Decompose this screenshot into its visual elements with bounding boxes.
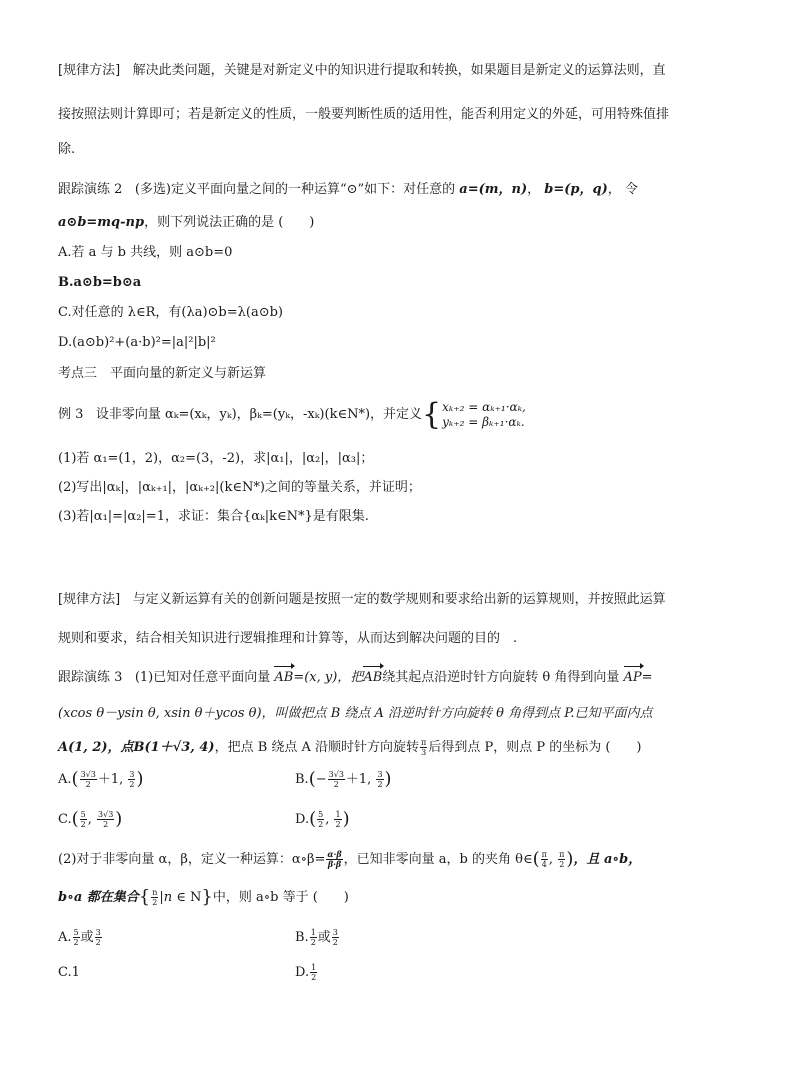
practice3-q2-line2: b∘a 都在集合{ $\frac{n}{2}$ |n ∈ N}中，则 a∘b 等于 ( )	[58, 886, 349, 908]
practice3-option-b: B.(− $\frac{3√3}{2}$ ＋1, $\frac{3}{2}$ )	[295, 768, 392, 790]
practice3-p3b: B(1＋√3, 4)	[133, 740, 215, 755]
practice2-option-d: D.(a⊙b)²+(a·b)²=|a|²|b|²	[58, 335, 216, 350]
practice3-q2-line1: (2)对于非零向量 α，β，定义一种运算：α∘β= $\frac{\alpha\cdot\beta}{\beta\cdot\beta}$ ，已知非零向量 a，b 的夹角 θ∈( $\frac{\pi}{4}$ , $\frac{\pi}{2}$ )，且 a∘b，	[58, 848, 642, 870]
vector-ab: AB	[274, 668, 293, 688]
q2-option-d: D. $\frac{1}{2}$	[295, 963, 317, 982]
practice2-stem-line2	[58, 213, 746, 233]
circ-def-fraction: $\frac{\alpha\cdot\beta}{\beta\cdot\beta}$	[327, 849, 342, 869]
example3-stem-text: 设非零向量 αₖ=(xₖ，yₖ)，βₖ=(yₖ，-xₖ)(k∈N*)，并定义	[95, 407, 423, 422]
practice2-stem1: (多选)定义平面向量之间的一种运算“⊙”如下：对任意的	[134, 182, 456, 197]
example3-head: 例 3	[58, 407, 84, 422]
method2-line2: 规则和要求，结合相关知识进行逻辑推理和计算等，从而达到解决问题的目的 .	[58, 631, 518, 646]
practice3-q2b: ，已知非零向量 a，b 的夹角 θ∈	[343, 852, 533, 867]
q2-option-b: B. $\frac{1}{2}$ 或 $\frac{3}{2}$	[295, 928, 338, 947]
practice3-q2c: ，且 a∘b，	[573, 852, 642, 867]
method2-tag: [规律方法]	[58, 592, 121, 607]
vector-ap: AP	[624, 668, 642, 688]
example3-q1: (1)若 α₁=(1，2)，α₂=(3，-2)，求|α₁|，|α₂|，|α₃|；	[58, 451, 374, 466]
practice3-p1c: 绕其起点沿逆时针方向旋转 θ 角得到向量	[382, 670, 620, 685]
practice2-ling: 令	[624, 182, 638, 197]
q2-option-b-or: 或	[317, 930, 331, 945]
practice3-p3d: 后得到点 P，则点 P 的坐标为 ( )	[428, 740, 642, 755]
practice2-a-def: a=(m，n)	[459, 182, 528, 197]
practice2-head: 跟踪演练 2	[58, 182, 123, 197]
practice3-q2a: (2)对于非零向量 α，β，定义一种运算：α∘β=	[58, 852, 326, 867]
practice3-option-a: A.( $\frac{3√3}{2}$ ＋1, $\frac{3}{2}$ )	[58, 768, 144, 790]
method1-line2: 接按照法则计算即可；若是新定义的性质，一般要判断性质的适用性，能否利用定义的外延，可用特殊值排	[58, 107, 670, 122]
practice3-p3c: ，把点 B 绕点 A 沿顺时针方向旋转	[214, 740, 420, 755]
example3-q3: (3)若|α₁|=|α₂|=1，求证：集合{αₖ|k∈N*}是有限集.	[58, 509, 369, 524]
practice3-p1d: =	[641, 670, 653, 685]
practice3-option-d: D.( $\frac{5}{2}$ , $\frac{1}{2}$ )	[295, 808, 350, 830]
example3-stem	[58, 398, 746, 432]
practice3-q2d: b∘a 都在集合	[58, 890, 139, 905]
q2-option-c: C.1	[58, 965, 80, 980]
q2-option-a-label: A.	[58, 930, 72, 945]
method1-line1	[58, 61, 746, 81]
system-brace: {	[422, 396, 442, 432]
q2-option-a-or: 或	[80, 930, 94, 945]
example3-system	[442, 400, 526, 430]
method1-line3: 除.	[58, 142, 76, 157]
practice2-stem2: ，则下列说法正确的是 ( )	[144, 215, 315, 230]
method2-text1: 与定义新运算有关的创新问题是按照一定的数学规则和要求给出新的运算规则，并按照此运算	[132, 592, 666, 607]
option-c-label: C.	[58, 812, 72, 827]
practice2-stem-line1: 跟踪演练 2 (多选)定义平面向量之间的一种运算“⊙”如下：对任意的 a=(m，n)， b=(p，q)， 令	[58, 182, 638, 197]
practice3-option-c: C.( $\frac{5}{2}$ , $\frac{3√3}{2}$ )	[58, 808, 123, 830]
practice3-options-ab	[58, 770, 746, 790]
practice3-q2-options-cd	[58, 963, 746, 983]
practice3-line2: (xcos θ－ysin θ, xsin θ＋ycos θ)，叫做把点 B 绕点 A 沿逆时针方向旋转 θ 角得到点 P.已知平面内点	[58, 706, 653, 721]
practice2-b-def: b=(p，q)	[544, 182, 608, 197]
option-d-label: D.	[295, 812, 310, 827]
practice3-p3a: A(1, 2)，点	[58, 740, 134, 755]
q2-option-b-label: B.	[295, 930, 309, 945]
option-a-label: A.	[58, 772, 72, 787]
practice2-option-a: A.若 a 与 b 共线，则 a⊙b=0	[58, 245, 233, 260]
practice3-q2-options-ab	[58, 928, 746, 948]
method1-text1: 解决此类问题，关键是对新定义中的知识进行提取和转换，如果题目是新定义的运算法则，直	[132, 63, 666, 78]
practice3-options-cd	[58, 810, 746, 830]
q2-option-a: A. $\frac{5}{2}$ 或 $\frac{3}{2}$	[58, 928, 101, 947]
practice2-option-b: B.a⊙b=b⊙a	[58, 275, 142, 290]
system-eq1: xₖ₊₂ = αₖ₊₁·αₖ,	[442, 399, 526, 414]
example3-q2: (2)写出|αₖ|，|αₖ₊₁|，|αₖ₊₂|(k∈N*)之间的等量关系，并证明；	[58, 480, 421, 495]
practice3-line3	[58, 738, 746, 758]
practice3-q2e: 中，则 a∘b 等于 ( )	[212, 890, 349, 905]
method1-tag: [规律方法]	[58, 63, 121, 78]
practice2-def: a⊙b=mq-np	[58, 215, 145, 230]
section3-title: 考点三 平面向量的新定义与新运算	[58, 366, 267, 381]
system-eq2: yₖ₊₂ = βₖ₊₁·αₖ.	[442, 414, 525, 429]
practice2-option-c: C.对任意的 λ∈R，有(λa)⊙b=λ(a⊙b)	[58, 305, 283, 320]
practice3-p1a: (1)已知对任意平面向量	[134, 670, 271, 685]
practice3-head: 跟踪演练 3	[58, 670, 123, 685]
vector-ab-2: AB	[363, 668, 382, 688]
q2-option-d-label: D.	[295, 965, 310, 980]
method2-line1	[58, 590, 746, 610]
practice3-p1b: =(x, y)，把	[293, 670, 364, 685]
rotate-angle: $\frac{\pi}{3}$	[421, 738, 427, 757]
practice3-line1	[58, 668, 746, 688]
option-b-label: B.	[295, 772, 309, 787]
